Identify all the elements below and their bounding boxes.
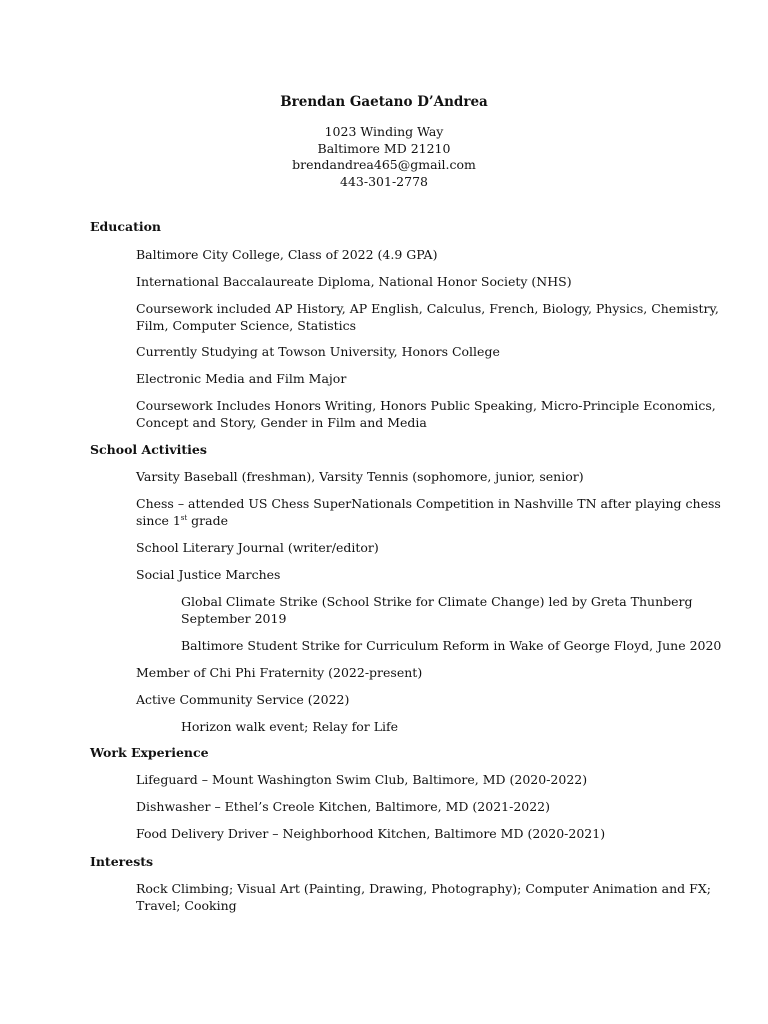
- march-student-strike: Baltimore Student Strike for Curriculum Reform in Wake of George Floyd, June 2020: [181, 638, 722, 653]
- work-item: Lifeguard – Mount Washington Swim Club, Baltimore, MD (2020-2022): [136, 772, 588, 787]
- work-item: Dishwasher – Ethel’s Creole Kitchen, Baltimore, MD (2021-2022): [136, 799, 551, 814]
- interests-line-1: Rock Climbing; Visual Art (Painting, Drawing, Photography); Computer Animation and FX;: [136, 881, 711, 896]
- chess-since: since 1: [136, 513, 181, 528]
- chess-grade: grade: [187, 513, 229, 528]
- interests-heading: Interests: [90, 854, 154, 869]
- activities-heading: School Activities: [90, 442, 207, 457]
- activity-chess: Chess – attended US Chess SuperNationals Competition in Nashville TN after playing chess: [136, 496, 721, 511]
- march-climate-strike: Global Climate Strike (School Strike for Climate Change) led by Greta Thunberg: [181, 594, 693, 609]
- education-heading: Education: [90, 219, 162, 234]
- phone: 443-301-2778: [340, 173, 428, 189]
- education-item: Electronic Media and Film Major: [136, 371, 347, 386]
- activity-journal: School Literary Journal (writer/editor): [136, 540, 379, 555]
- education-item: Coursework Includes Honors Writing, Honors Public Speaking, Micro-Principle Economics,: [136, 398, 716, 413]
- community-events: Horizon walk event; Relay for Life: [181, 719, 399, 734]
- activity-marches: Social Justice Marches: [136, 567, 281, 582]
- education-item: International Baccalaureate Diploma, National Honor Society (NHS): [136, 274, 572, 289]
- activity-community-service: Active Community Service (2022): [136, 692, 350, 707]
- education-item: Coursework included AP History, AP English, Calculus, French, Biology, Physics, Chemistry,: [136, 301, 719, 316]
- address-line-2: Baltimore MD 21210: [317, 140, 451, 156]
- address-line-1: 1023 Winding Way: [324, 124, 444, 139]
- email: brendandrea465@gmail.com: [292, 157, 476, 172]
- education-item: Film, Computer Science, Statistics: [136, 317, 357, 333]
- resume-name: Brendan Gaetano D’Andrea: [280, 94, 488, 110]
- interests-line-2: Travel; Cooking: [136, 897, 237, 913]
- ordinal-suffix: st: [180, 514, 188, 522]
- education-item: Baltimore City College, Class of 2022 (4.9 GPA): [136, 247, 438, 262]
- march-climate-strike-date: September 2019: [181, 610, 287, 626]
- education-item: Concept and Story, Gender in Film and Media: [136, 414, 427, 430]
- work-item: Food Delivery Driver – Neighborhood Kitchen, Baltimore MD (2020-2021): [136, 826, 606, 841]
- work-heading: Work Experience: [90, 745, 209, 760]
- education-item: Currently Studying at Towson University, Honors College: [136, 344, 500, 359]
- activity-fraternity: Member of Chi Phi Fraternity (2022-present): [136, 665, 423, 680]
- activity-chess-continued: [136, 512, 228, 529]
- activity-sports: Varsity Baseball (freshman), Varsity Tennis (sophomore, junior, senior): [136, 469, 584, 484]
